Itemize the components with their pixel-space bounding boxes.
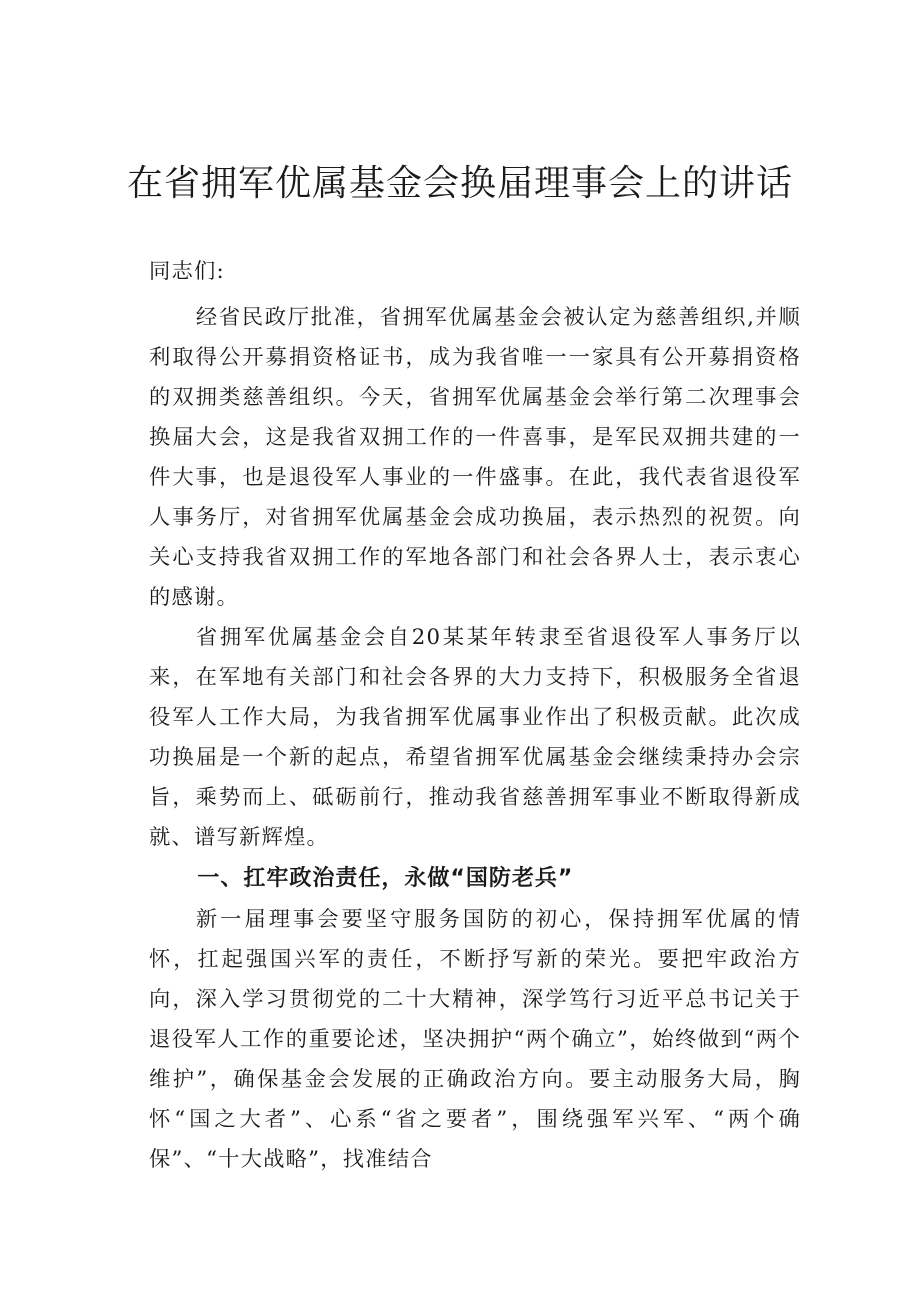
page-title: 在省拥军优属基金会换届理事会上的讲话 (126, 163, 793, 204)
paragraph-2: 省拥军优属基金会自20某某年转隶至省退役军人事务厅以来，在军地有关部门和社会各界的大力支持下，积极服务全省退役军人工作大局，为我省拥军优属事业作出了积极贡献。此次成功换届是一个新的起点，希望省拥军优属基金会继续秉持办会宗旨，乘势而上、砥砺前行，推动我省慈善拥军事业不断取得新成就、谱写新辉煌。 (149, 625, 801, 850)
document-body (149, 252, 801, 1180)
salutation: 同志们: (149, 259, 225, 284)
section-heading: 一、扛牢政治责任，永做“国防老兵” (197, 866, 574, 891)
section-paragraph: 新一届理事会要坚守服务国防的初心，保持拥军优属的情怀，扛起强国兴军的责任，不断抒写新的荣光。要把牢政治方向，深入学习贯彻党的二十大精神，深学笃行习近平总书记关于退役军人工作的重要论述，坚决拥护“两个确立”，始终做到“两个维护”，确保基金会发展的正确政治方向。要主动服务大局，胸怀“国之大者”、心系“省之要者”，围绕强军兴军、“两个确保”、“十大战略”，找准结合 (149, 907, 801, 1172)
paragraph-1: 经省民政厅批准，省拥军优属基金会被认定为慈善组织,并顺利取得公开募捐资格证书，成为我省唯一一家具有公开募捐资格的双拥类慈善组织。今天，省拥军优属基金会举行第二次理事会换届大会，这是我省双拥工作的一件喜事，是军民双拥共建的一件大事，也是退役军人事业的一件盛事。在此，我代表省退役军人事务厅，对省拥军优属基金会成功换届，表示热烈的祝贺。向关心支持我省双拥工作的军地各部门和社会各界人士，表示衷心的感谢。 (149, 305, 801, 610)
